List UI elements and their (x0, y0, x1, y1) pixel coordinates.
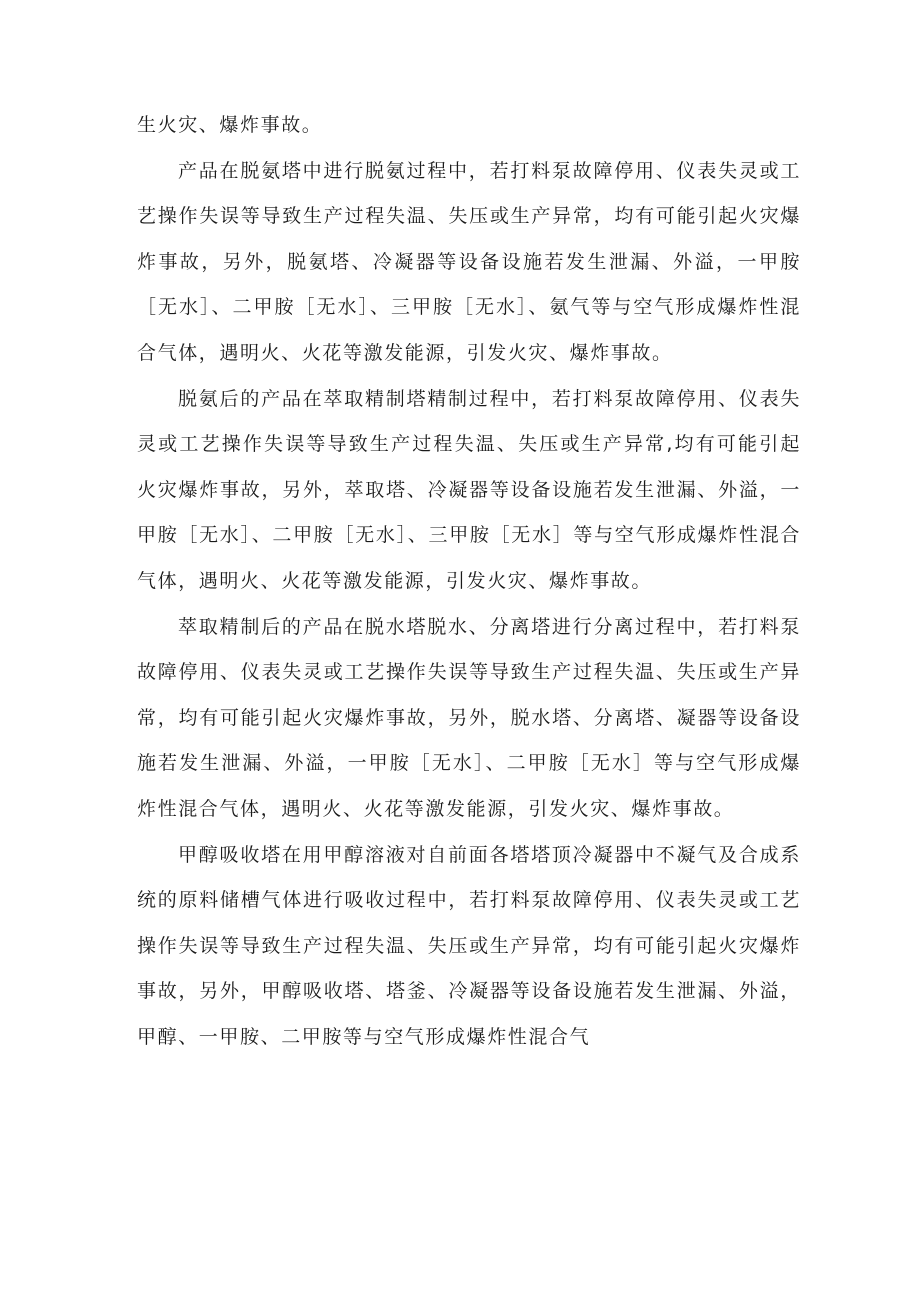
paragraph-extraction-refining-tower: 脱氨后的产品在萃取精制塔精制过程中，若打料泵故障停用、仪表失灵或工艺操作失误等导致生产过程失温、失压或生产异常,均有可能引起火灾爆炸事故，另外，萃取塔、冷凝器等设备设施若发生泄漏、外溢，一甲胺［无水］、二甲胺［无水］、三甲胺［无水］等与空气形成爆炸性混合气体，遇明火、火花等激发能源，引发火灾、爆炸事故。 (137, 387, 801, 592)
paragraph-deammoniation-tower: 产品在脱氨塔中进行脱氨过程中，若打料泵故障停用、仪表失灵或工艺操作失误等导致生产过程失温、失压或生产异常，均有可能引起火灾爆炸事故，另外，脱氨塔、冷凝器等设备设施若发生泄漏、外溢，一甲胺［无水］、二甲胺［无水］、三甲胺［无水］、氨气等与空气形成爆炸性混合气体，遇明火、火花等激发能源，引发火灾、爆炸事故。 (137, 159, 801, 364)
paragraph-continuation: 生火灾、爆炸事故。 (137, 114, 323, 136)
paragraph-dehydration-separation-tower: 萃取精制后的产品在脱水塔脱水、分离塔进行分离过程中，若打料泵故障停用、仪表失灵或工艺操作失误等导致生产过程失温、失压或生产异常，均有可能引起火灾爆炸事故，另外，脱水塔、分离塔、凝器等设备设施若发生泄漏、外溢，一甲胺［无水］、二甲胺［无水］等与空气形成爆炸性混合气体，遇明火、火花等激发能源，引发火灾、爆炸事故。 (137, 615, 801, 820)
document-body (137, 103, 801, 1060)
paragraph-methanol-absorption-tower: 甲醇吸收塔在用甲醇溶液对自前面各塔塔顶冷凝器中不凝气及合成系统的原料储槽气体进行吸收过程中，若打料泵故障停用、仪表失灵或工艺操作失误等导致生产过程失温、失压或生产异常，均有可能引起火灾爆炸事故，另外，甲醇吸收塔、塔釜、冷凝器等设备设施若发生泄漏、外溢，甲醇、一甲胺、二甲胺等与空气形成爆炸性混合气 (137, 843, 801, 1048)
